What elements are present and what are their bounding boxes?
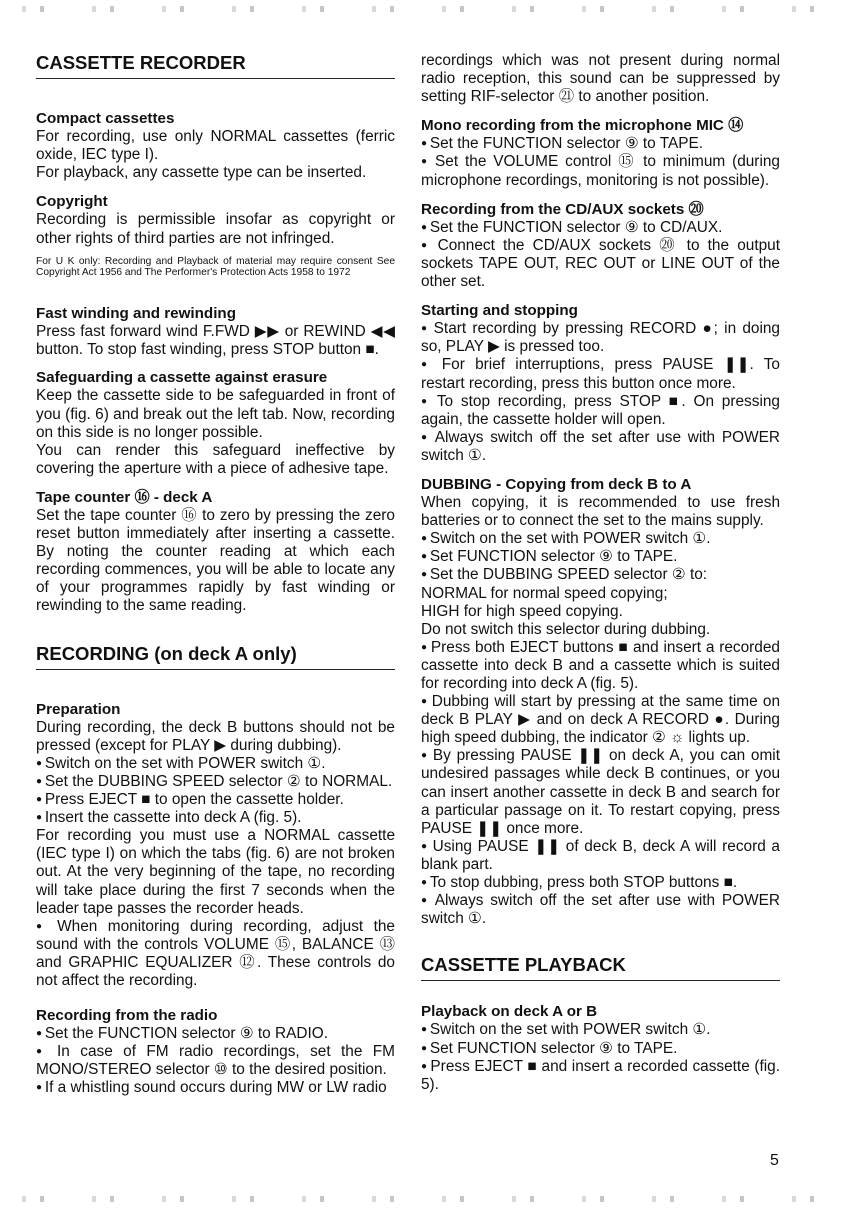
dubbing-bullet-3: ● Set the DUBBING SPEED selector ② to: [421, 566, 780, 584]
heading-mono-mic: Mono recording from the microphone MIC ⑭ [421, 117, 744, 135]
section-title-cassette-playback: CASSETTE PLAYBACK [421, 954, 780, 981]
starting-bullet-3: ● To stop recording, press STOP ■. On pressing again, the cassette holder will open. [421, 393, 780, 429]
dubbing-bullet-8: ● To stop dubbing, press both STOP buttons ■. [421, 874, 780, 892]
dubbing-speed-normal: NORMAL for normal speed copying; [421, 584, 668, 602]
heading-preparation: Preparation [36, 700, 121, 718]
dubbing-bullet-2: ● Set FUNCTION selector ⑨ to TAPE. [421, 548, 780, 566]
heading-safeguarding: Safeguarding a cassette against erasure [36, 369, 328, 387]
playback-bullet-1: ● Switch on the set with POWER switch ①. [421, 1021, 780, 1039]
dubbing-bullet-6: ● By pressing PAUSE ❚❚ on deck A, you can omit undesired passages while deck B continues, or you can insert another cassette in deck B and search for a particular passage on it. To restart copying, press PAUSE ❚❚ once more. [421, 747, 780, 837]
starting-bullet-1: ● Start recording by pressing RECORD ●; in doing so, PLAY ▶ is pressed too. [421, 320, 780, 356]
heading-copyright: Copyright [36, 193, 108, 211]
playback-bullet-3: ● Press EJECT ■ and insert a recorded cassette (fig. 5). [421, 1058, 780, 1094]
copyright-text: Recording is permissible insofar as copyright or other rights of third parties are not infringed. [36, 211, 395, 247]
heading-fast-winding: Fast winding and rewinding [36, 305, 236, 323]
dubbing-speed-high: HIGH for high speed copying. [421, 602, 623, 620]
cd-aux-bullet-1: ● Set the FUNCTION selector ⑨ to CD/AUX. [421, 219, 780, 237]
copyright-uk-note: For U K only: Recording and Playback of material may require consent See Copyright Act 1956 and The Performer's Protection Acts 1958 to 1972 [36, 255, 395, 278]
preparation-text-1: During recording, the deck B buttons should not be pressed (except for PLAY ▶ during dubbing). [36, 718, 395, 754]
dubbing-bullet-1: ● Switch on the set with POWER switch ①. [421, 530, 780, 548]
preparation-bullet-3: ● Press EJECT ■ to open the cassette holder. [36, 791, 395, 809]
page-number: 5 [770, 1152, 779, 1169]
section-title-recording: RECORDING (on deck A only) [36, 643, 395, 670]
heading-playback: Playback on deck A or B [421, 1003, 598, 1021]
radio-bullet-3: ● If a whistling sound occurs during MW or LW radio [36, 1079, 395, 1097]
dubbing-bullet-4: ● Press both EJECT buttons ■ and insert a recorded cassette into deck B and a cassette which is suited for recording into deck A (fig. 5). [421, 639, 780, 693]
preparation-bullet-2: ● Set the DUBBING SPEED selector ② to NORMAL. [36, 773, 395, 791]
dubbing-bullet-9: ● Always switch off the set after use with POWER switch ①. [421, 892, 780, 928]
heading-recording-radio: Recording from the radio [36, 1007, 218, 1025]
heading-starting-stopping: Starting and stopping [421, 302, 578, 320]
dubbing-bullet-7: ● Using PAUSE ❚❚ of deck B, deck A will record a blank part. [421, 838, 780, 874]
radio-continued-text: recordings which was not present during normal radio reception, this sound can be suppressed by setting RIF-selector ㉑ to another position. [421, 52, 780, 106]
preparation-text-2: For recording you must use a NORMAL cassette (IEC type I) on which the tabs (fig. 6) are not broken out. At the very beginning of the tape, no recording will take place during the first 7 seconds when the leader tape passes the recorder heads. [36, 827, 395, 917]
playback-bullet-2: ● Set FUNCTION selector ⑨ to TAPE. [421, 1040, 780, 1058]
section-title-cassette-recorder: CASSETTE RECORDER [36, 52, 395, 79]
compact-cassettes-text-2: For playback, any cassette type can be inserted. [36, 164, 367, 182]
preparation-bullet-4: ● Insert the cassette into deck A (fig. 5). [36, 809, 395, 827]
top-scan-noise [0, 6, 854, 12]
left-column [36, 52, 395, 1098]
dubbing-text-1: When copying, it is recommended to use fresh batteries or to connect the set to the mains supply. [421, 494, 780, 530]
dubbing-speed-note: Do not switch this selector during dubbing. [421, 620, 711, 638]
dubbing-bullet-5: ● Dubbing will start by pressing at the same time on deck B PLAY ▶ and on deck A RECORD ●. During high speed dubbing, the indicator ② ☼ lights up. [421, 693, 780, 747]
right-column [421, 52, 780, 1094]
mono-mic-bullet-1: ● Set the FUNCTION selector ⑨ to TAPE. [421, 135, 780, 153]
preparation-bullet-1: ● Switch on the set with POWER switch ①. [36, 755, 395, 773]
starting-bullet-2: ● For brief interruptions, press PAUSE ❚❚. To restart recording, press this button once more. [421, 356, 780, 392]
heading-dubbing: DUBBING - Copying from deck B to A [421, 475, 692, 493]
compact-cassettes-text-1: For recording, use only NORMAL cassettes (ferric oxide, IEC type I). [36, 128, 395, 164]
radio-bullet-1: ● Set the FUNCTION selector ⑨ to RADIO. [36, 1025, 395, 1043]
fast-winding-text: Press fast forward wind F.FWD ▶▶ or REWIND ◀◀ button. To stop fast winding, press STOP button ■. [36, 323, 395, 359]
mono-mic-bullet-2: ● Set the VOLUME control ⑮ to minimum (during microphone recordings, monitoring is not possible). [421, 153, 780, 189]
heading-cd-aux: Recording from the CD/AUX sockets ⑳ [421, 200, 704, 218]
radio-bullet-2: ● In case of FM radio recordings, set the FM MONO/STEREO selector ⑩ to the desired position. [36, 1043, 395, 1079]
heading-tape-counter: Tape counter ⑯ - deck A [36, 488, 213, 506]
starting-bullet-4: ● Always switch off the set after use with POWER switch ①. [421, 429, 780, 465]
safeguarding-text-1: Keep the cassette side to be safeguarded in front of you (fig. 6) and break out the left tab. Now, recording on this side is no longer possible. [36, 387, 395, 441]
bottom-scan-noise [0, 1196, 854, 1202]
cd-aux-bullet-2: ● Connect the CD/AUX sockets ⑳ to the output sockets TAPE OUT, REC OUT or LINE OUT of the other set. [421, 237, 780, 291]
tape-counter-text: Set the tape counter ⑯ to zero by pressing the zero reset button immediately after inserting a cassette. By noting the counter reading at which each recording commences, you will be able to locate any of your programmes rapidly by fast winding or rewinding to the same reading. [36, 507, 395, 615]
preparation-bullet-5: ● When monitoring during recording, adjust the sound with the controls VOLUME ⑮, BALANCE ⑬ and GRAPHIC EQUALIZER ⑫. These controls do not affect the recording. [36, 918, 395, 990]
heading-compact-cassettes: Compact cassettes [36, 110, 175, 127]
safeguarding-text-2: You can render this safeguard ineffective by covering the aperture with a piece of adhesive tape. [36, 441, 395, 477]
